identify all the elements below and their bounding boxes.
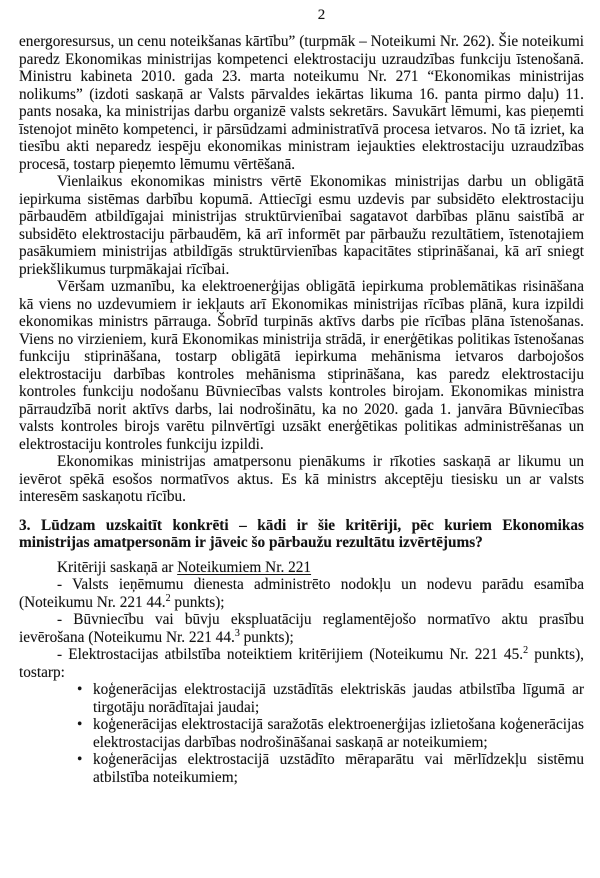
dash-item-text: - Būvniecību vai būvju ekspluatāciju reglamentējošo normatīvo aktu prasību ievērošana (Noteikumu Nr. 221 44. xyxy=(19,611,584,646)
superscript-citation: 2 xyxy=(523,644,529,656)
bullet-item-installed-capacity xyxy=(19,681,584,716)
bullet-item-text: koģenerācijas elektrostacijā uzstādīto mēraparātu vai mērlīdzekļu sistēmu atbilstība noteikumiem; xyxy=(93,751,584,786)
criteria-source-prefix: Kritēriji saskaņā ar xyxy=(57,558,178,576)
bullet-icon: • xyxy=(77,751,83,768)
dash-item-text: punkts); xyxy=(170,593,225,611)
paragraph-continuation: energoresursus, un cenu noteikšanas kārtību” (turpmāk – Noteikumi Nr. 262). Šie noteikumi paredz Ekonomikas ministrijas kompetenci elektrostaciju uzraudzības funkciju īstenošanā. Ministru kabineta 2010. gada 23. marta noteikumu Nr. 271 “Ekonomikas ministrijas nolikums” (izdoti saskaņā ar Valsts pārvaldes iekārtas likuma 16. panta pirmo daļu) 11. pants nosaka, ka ministrijas darbu organizē valsts sekretārs. Savukārt lēmumi, kas pieņemti īstenojot minēto kompetenci, ir pārsūdzami administratīvā procesa ietvaros. No tā izriet, ka tiesību akti neparedz iespēju ekonomikas ministram iejaukties elektrostaciju uzraudzības procesā, tostarp pieņemto lēmumu vērtēšanā. xyxy=(19,33,584,173)
bullet-item-text: koģenerācijas elektrostacijā saražotās elektroenerģijas izlietošana koģenerācijas elektrostacijas darbības nodrošināšanai saskaņā ar noteikumiem; xyxy=(93,716,584,751)
bullet-item-electricity-use xyxy=(19,716,584,751)
bullet-icon: • xyxy=(77,681,83,698)
superscript-citation: 2 xyxy=(165,592,171,604)
dash-item-text: - Elektrostacijas atbilstība noteiktiem kritērijiem (Noteikumu Nr. 221 45. xyxy=(57,646,524,663)
paragraph-amatpersonu-pienakums: Ekonomikas ministrijas amatpersonu pienākums ir rīkoties saskaņā ar likumu un ievērot spēkā esošos normatīvos aktus. Es kā ministrs akceptēju tiesisku un ar valsts interesēm saskaņotu rīcību. xyxy=(19,453,584,505)
dash-item-station-criteria xyxy=(19,646,584,681)
page-number: 2 xyxy=(317,7,326,23)
bullet-item-text: koģenerācijas elektrostacijā uzstādītās elektriskās jaudas atbilstība līgumā ar tirgotāju norādītajai jaudai; xyxy=(93,681,584,716)
regulation-reference-underlined: Noteikumiem Nr. 221 xyxy=(177,558,312,576)
dash-item-text: punkts), tostarp: xyxy=(19,646,584,681)
superscript-citation: 3 xyxy=(234,627,240,639)
dash-item-taxes xyxy=(19,576,584,611)
paragraph-versam-uzmanibu: Vēršam uzmanību, ka elektroenerģijas obligātā iepirkuma problemātikas risināšana kā viens no uzdevumiem ir iekļauts arī Ekonomikas ministrijas rīcības plānā, kura izpildi ekonomikas ministrs pārrauga. Šobrīd turpinās aktīvs darbs pie rīcības plāna īstenošanas. Viens no virzieniem, kurā Ekonomikas ministrija strādā, ir enerģētikas politikas īstenošanas funkciju stiprināšana, tostarp obligātā iepirkuma mehānisma ietvaros darbojošos elektrostaciju darbības kontroles mehānisma stiprināšana, kas paredz elektrostaciju kontroles funkciju nodošanu Būvniecības valsts kontroles birojam. Ekonomikas ministra pārraudzībā norit aktīvs darbs, lai nodrošinātu, ka no 2020. gada 1. janvāra Būvniecības valsts kontroles birojs varētu pilnvērtīgi uzsākt enerģētikas politikas administrēšanas un elektrostaciju kontroles funkciju izpildi. xyxy=(19,278,584,453)
question-3-heading: 3. Lūdzam uzskaitīt konkrēti – kādi ir šie kritēriji, pēc kuriem Ekonomikas ministrijas amatpersonām ir jāveic šo pārbaužu rezultātu izvērtējums? xyxy=(19,516,584,551)
dash-item-construction xyxy=(19,611,584,646)
dash-item-text: punkts); xyxy=(239,628,294,646)
dash-item-text: - Valsts ieņēmumu dienesta administrēto nodokļu un nodevu parādu esamība (Noteikumu Nr. 221 44. xyxy=(19,576,584,611)
bullet-item-measuring-devices xyxy=(19,751,584,786)
criteria-source-line xyxy=(19,559,584,577)
bullet-icon: • xyxy=(77,716,83,733)
paragraph-vienlaikus: Vienlaikus ekonomikas ministrs vērtē Ekonomikas ministrijas darbu un obligātā iepirkuma sistēmas darbību kopumā. Attiecīgi esmu uzdevis par subsidēto elektrostaciju pārbaudēm atbildīgajai ministrijas struktūrvienībai sagatavot darbības plānu saistībā ar subsidēto elektrostaciju pārbaudēm, kā arī informēt par pārbaužu rezultātiem, īstenotajiem pasākumiem ministrijas atbildīgās struktūrvienības kapacitātes stiprināšanai, kā arī sniegt priekšlikumus turpmākajai rīcībai. xyxy=(19,173,584,278)
